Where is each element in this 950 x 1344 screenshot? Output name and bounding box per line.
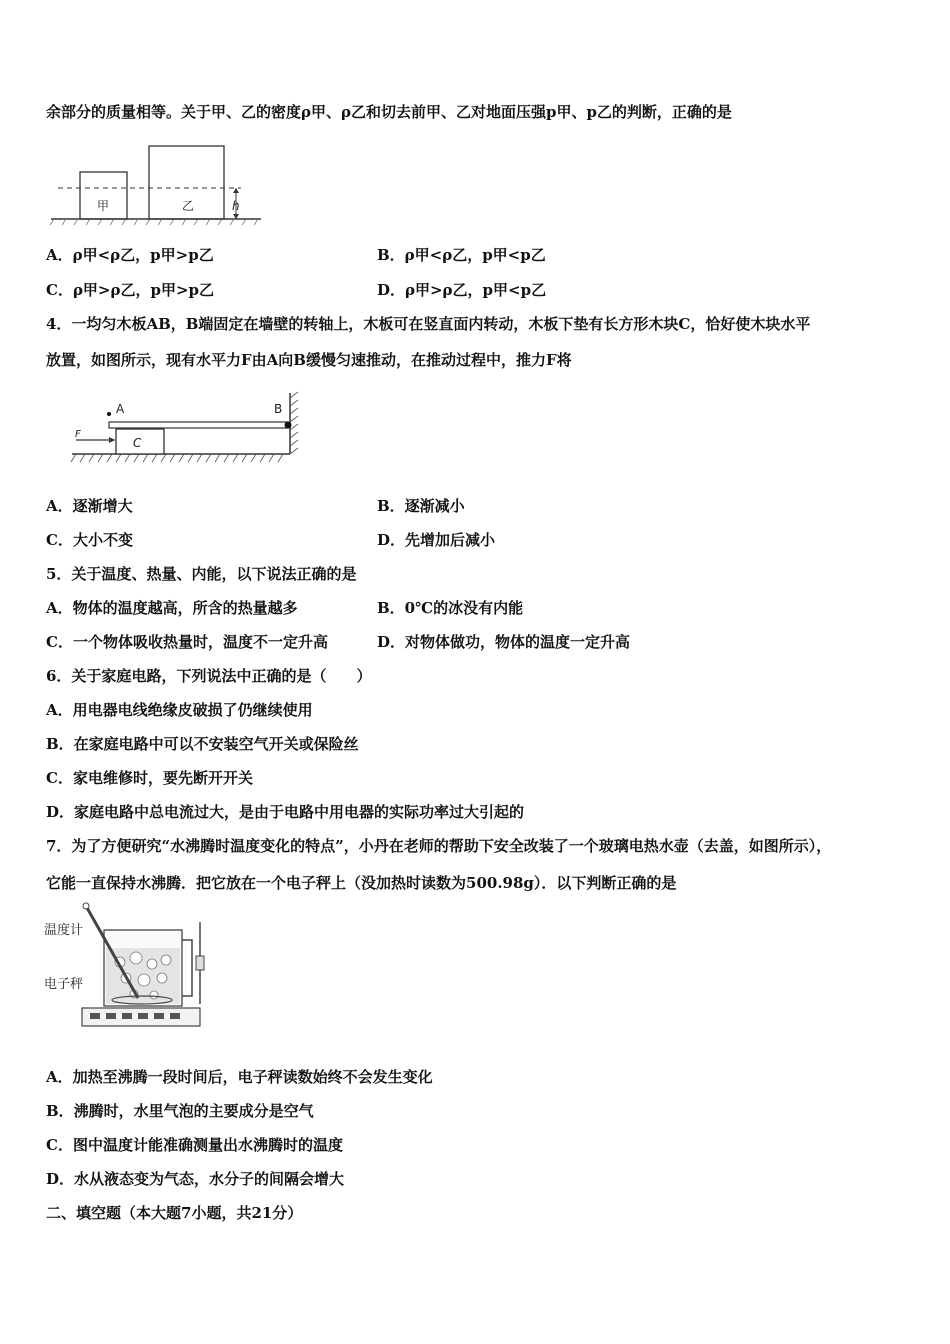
label-thermometer: 温度计 xyxy=(44,923,84,938)
label-yi: 乙 xyxy=(182,199,195,213)
q3-option-a: A．ρ甲<ρ乙，p甲>p乙 xyxy=(46,246,214,264)
q6-option-d: D．家庭电路中总电流过大，是由于电路中用电器的实际功率过大引起的 xyxy=(46,803,525,821)
q7-figure xyxy=(42,900,232,1035)
q5-stem: 5．关于温度、热量、内能，以下说法正确的是 xyxy=(46,565,357,583)
q4-option-a: A．逐渐增大 xyxy=(46,497,133,515)
q4-option-b: B．逐渐减小 xyxy=(377,497,465,515)
q5-option-d: D．对物体做功，物体的温度一定升高 xyxy=(377,633,631,651)
q7-option-c: C．图中温度计能准确测量出水沸腾时的温度 xyxy=(46,1136,343,1154)
q7-option-b: B．沸腾时，水里气泡的主要成分是空气 xyxy=(46,1102,314,1120)
label-scale: 电子秤 xyxy=(44,977,84,992)
q6-option-c: C．家电维修时，要先断开开关 xyxy=(46,769,253,787)
board-ab xyxy=(109,422,288,428)
q6-stem: 6．关于家庭电路，下列说法中正确的是（ ） xyxy=(46,667,372,685)
q4-stem-line1: 4．一均匀木板AB，B端固定在墙壁的转轴上，木板可在竖直面内转动，木板下垫有长方形木块C，恰好使木块水平 xyxy=(46,315,811,333)
section-2-heading: 二、填空题（本大题7小题，共21分） xyxy=(46,1204,303,1222)
label-b: B xyxy=(274,402,283,416)
q7-stem-line2: 它能一直保持水沸腾．把它放在一个电子秤上（没加热时读数为500.98g）．以下判断正确的是 xyxy=(46,874,677,892)
q4-option-d: D．先增加后减小 xyxy=(377,531,496,549)
q3-option-c: C．ρ甲>ρ乙，p甲>p乙 xyxy=(46,281,215,299)
q6-option-a: A．用电器电线绝缘皮破损了仍继续使用 xyxy=(46,701,313,719)
q3-figure xyxy=(46,140,266,230)
q4-stem-line2: 放置，如图所示，现有水平力F由A向B缓慢匀速推动，在推动过程中，推力F将 xyxy=(46,351,572,369)
label-c: C xyxy=(133,436,142,450)
label-f: F xyxy=(75,429,81,440)
q5-option-c: C．一个物体吸收热量时，温度不一定升高 xyxy=(46,633,328,651)
q3-stem: 余部分的质量相等。关于甲、乙的密度ρ甲、ρ乙和切去前甲、乙对地面压强p甲、p乙的判断，正确的是 xyxy=(46,103,732,121)
q3-option-d: D．ρ甲>ρ乙，p甲<p乙 xyxy=(377,281,547,299)
label-jia: 甲 xyxy=(97,199,110,213)
q7-option-a: A．加热至沸腾一段时间后，电子秤读数始终不会发生变化 xyxy=(46,1068,433,1086)
q3-option-b: B．ρ甲<ρ乙，p甲<p乙 xyxy=(377,246,546,264)
pivot-b xyxy=(285,422,292,429)
label-a: A xyxy=(116,402,125,416)
q7-option-d: D．水从液态变为气态，水分子的间隔会增大 xyxy=(46,1170,345,1188)
label-h: h xyxy=(232,199,240,213)
q5-option-b: B．0℃的冰没有内能 xyxy=(377,599,524,617)
q5-option-a: A．物体的温度越高，所含的热量越多 xyxy=(46,599,298,617)
q6-option-b: B．在家庭电路中可以不安装空气开关或保险丝 xyxy=(46,735,359,753)
q4-figure xyxy=(58,388,318,476)
point-a xyxy=(107,412,111,416)
q7-stem-line1: 7．为了方便研究“水沸腾时温度变化的特点”，小丹在老师的帮助下安全改装了一个玻璃电热水壶（去盖，如图所示）， xyxy=(46,837,832,855)
q4-option-c: C．大小不变 xyxy=(46,531,133,549)
